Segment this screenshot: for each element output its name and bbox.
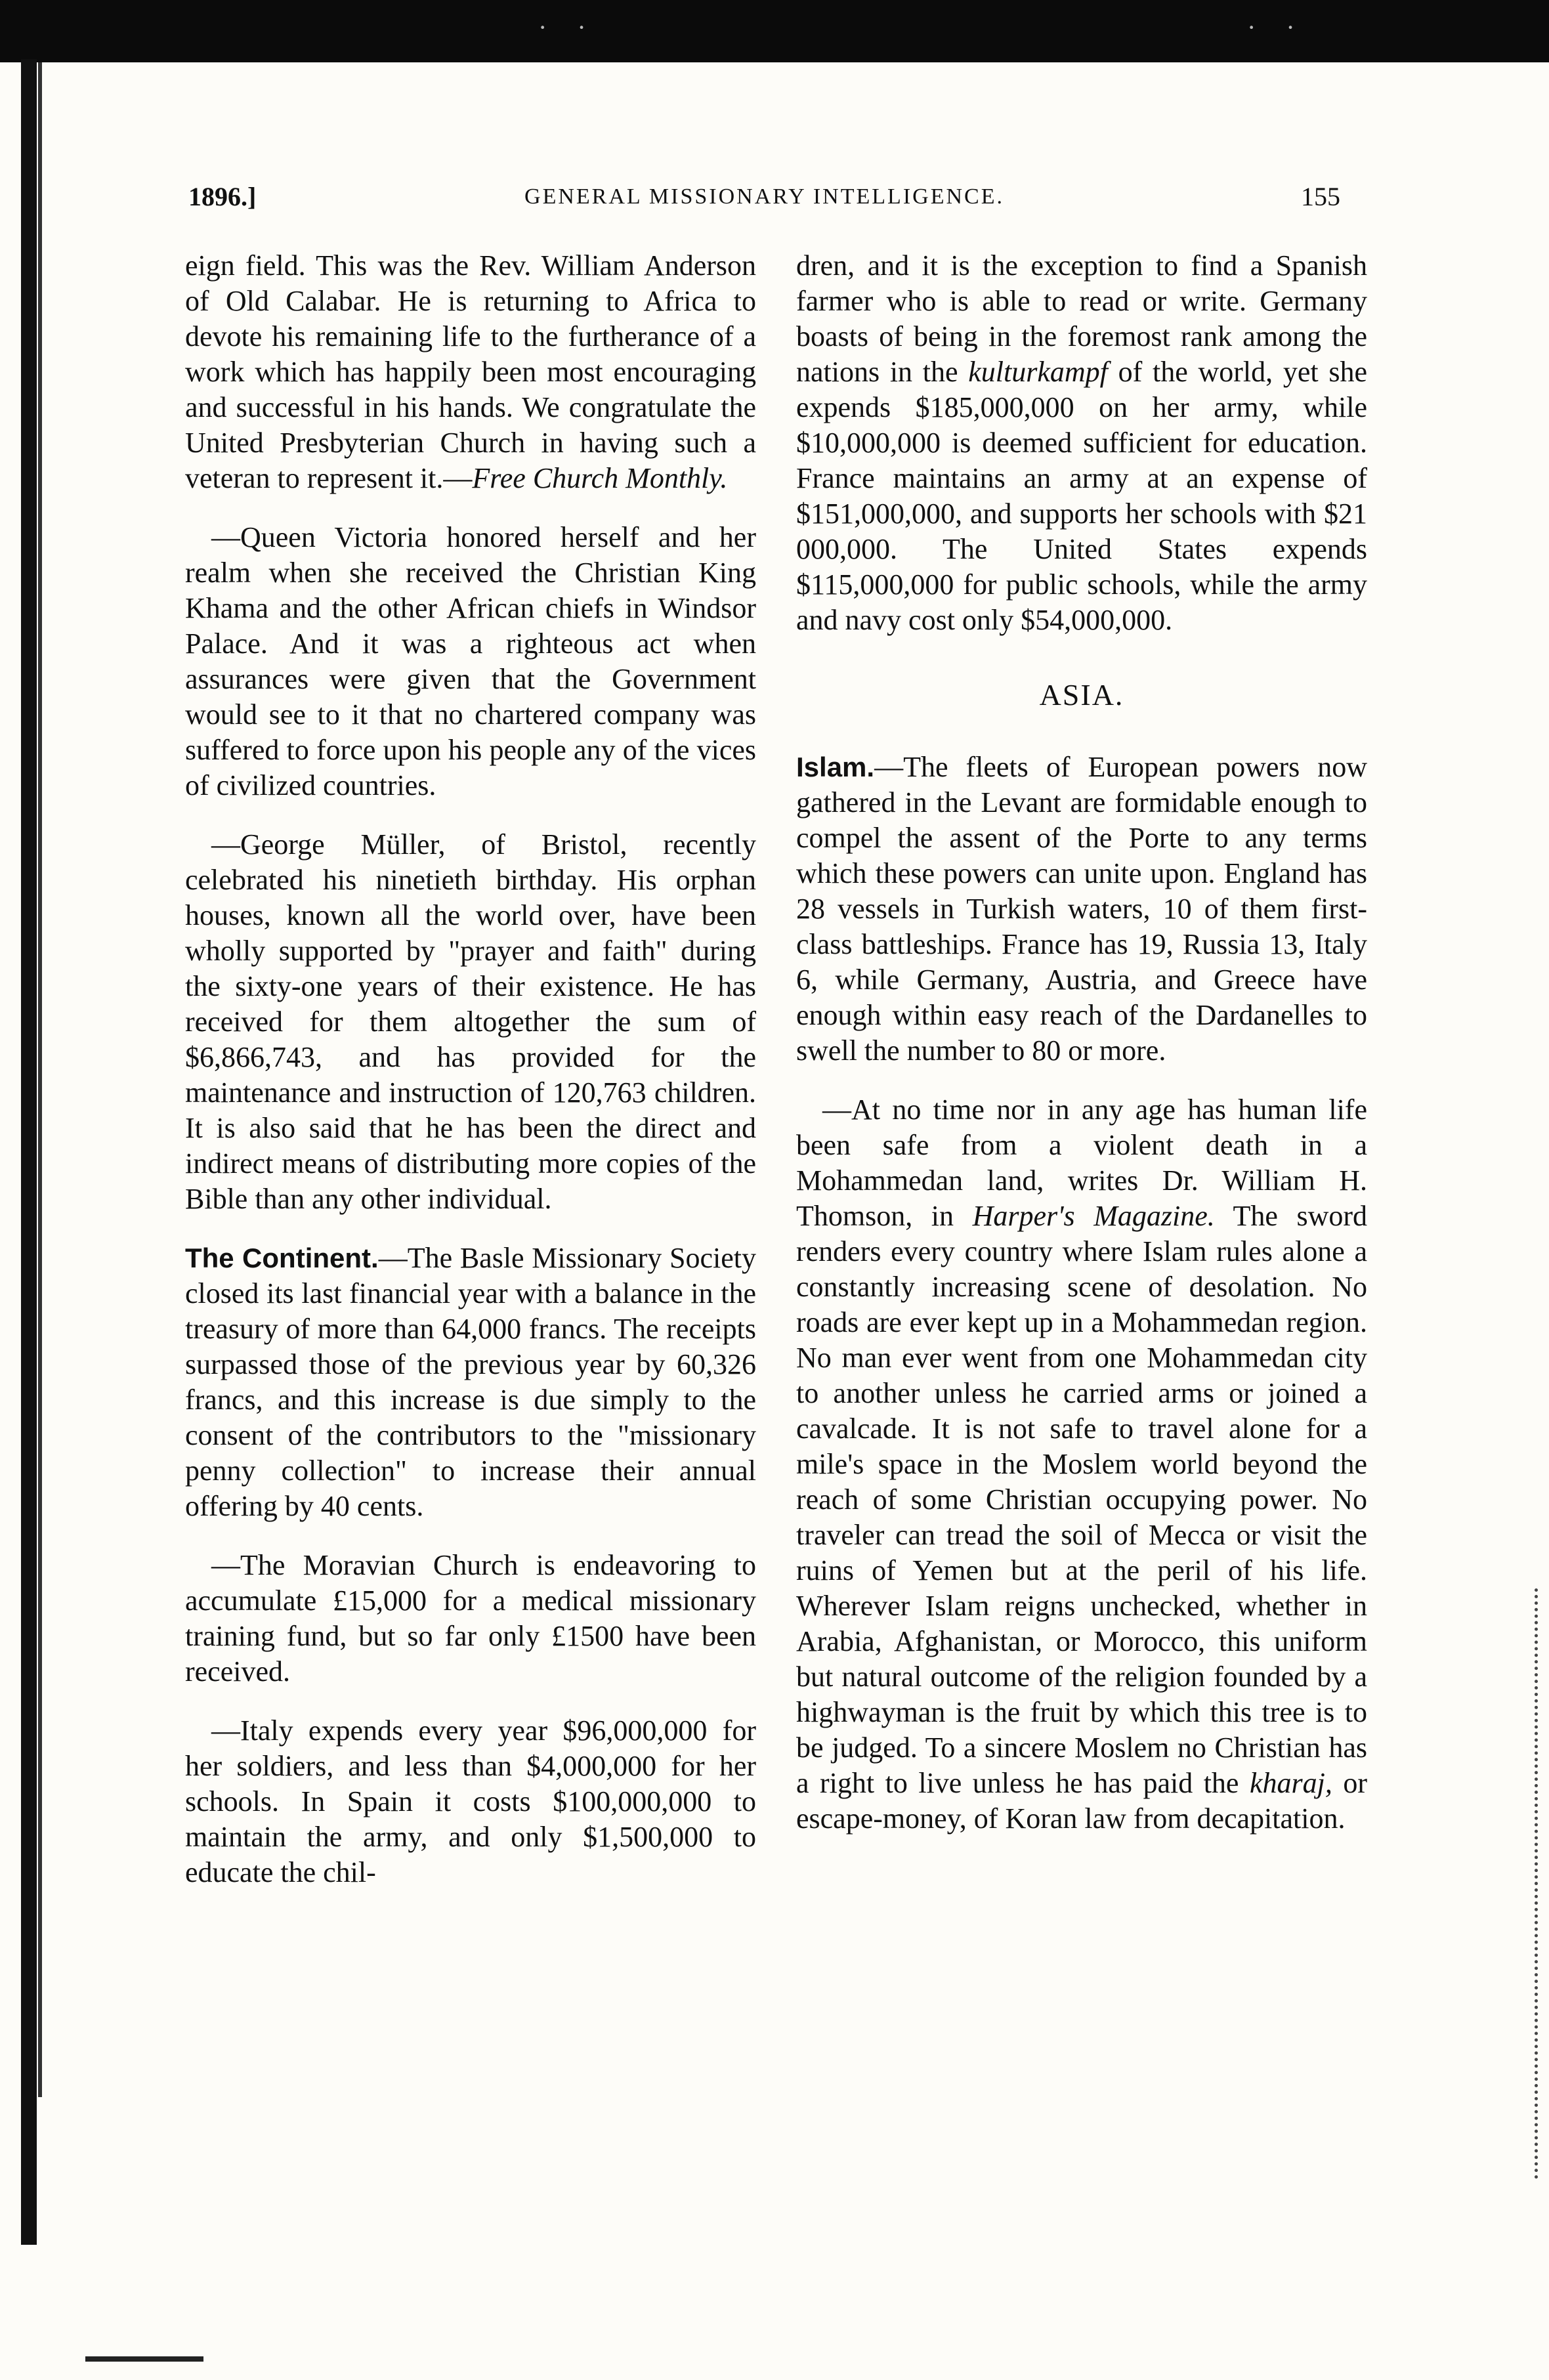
header-year: 1896.] (188, 182, 257, 211)
paragraph-queen-victoria: —Queen Victoria honored herself and her realm when she received the Christian King Khama and the other African chiefs in Windsor Palace. And it was a righteous act when assurances were given that the Government would see to it that no chartered company was suffered to force upon his people any of the vices of civilized countries. (185, 521, 756, 801)
scan-bottom-mark (85, 2356, 203, 2362)
left-column (185, 248, 756, 2217)
scan-speck: · · (538, 12, 598, 42)
citation-harpers-magazine: Harper's Magazine. (972, 1200, 1215, 1232)
paragraph-anderson: eign field. This was the Rev. William Anderson of Old Calabar. He is returning to Africa to devote his remaining life to the furtherance of a work which has happily been most encouraging and successful in his hands. We congratulate the United Presbyterian Church in having such a veteran to represent it.—Free Church Monthly. (185, 249, 756, 494)
paragraph-thomson: —At no time nor in any age has human life been safe from a violent death in a Mohammedan land, writes Dr. William H. Thomson, in Harper's Magazine. The sword renders every country where Islam rules alone a constantly increasing scene of desolation. No roads are ever kept up in a Mohammedan region. No man ever went from one Mohammedan city to another unless he carried arms or joined a cavalcade. It is not safe to travel alone for a mile's space in the Moslem world beyond the reach of some Christian occupying power. No traveler can tread the soil of Mecca or visit the ruins of Yemen but at the peril of his life. Wherever Islam reigns unchecked, whether in Arabia, Afghanistan, or Morocco, this uniform but natural outcome of the religion founded by a highwayman is the fruit by which this tree is to be judged. To a sincere Moslem no Christian has a right to live unless he has paid the kharaj, or escape-money, of Koran law from decapitation. (796, 1094, 1367, 1835)
scan-left-border (21, 59, 37, 2245)
scan-left-shadow (38, 62, 42, 2097)
paragraph-the-continent: The Continent.—The Basle Missionary Society closed its last financial year with a balance in the treasury of more than 64,000 francs. The receipts surpassed those of the previous year by 60,326 francs, and this increase is due simply to the consent of the contributors to the "missionary penny collection" to increase their annual offering by 40 cents. (185, 1242, 756, 1522)
paragraph-george-muller: —George Müller, of Bristol, recently celebrated his ninetieth birthday. His orphan houses, known all the world over, have been wholly supported by "prayer and faith" during the sixty-one years of their existence. He has received for them altogether the sum of $6,866,743, and has provided for the maintenance and instruction of 120,763 children. It is also said that he has been the direct and indirect means of distributing more copies of the Bible than any other individual. (185, 828, 756, 1215)
paragraph-germany-france: dren, and it is the exception to find a Spanish farmer who is able to read or write. Germany boasts of being in the foremost rank among the nations in the kulturkampf of the world, yet she expends $185,000,000 on her army, while $10,000,000 is deemed sufficient for education. France maintains an army at an expense of $151,000,000, and supports her schools with $21 000,000. The United States expends $115,000,000 for public schools, while the army and navy cost only $54,000,000. (796, 249, 1367, 636)
page-header (188, 174, 1340, 220)
paragraph-moravian-church: —The Moravian Church is endeavoring to accumulate £15,000 for a medical missionary training fund, but so far only £1500 have been received. (185, 1549, 756, 1688)
scan-speck: · · (1247, 12, 1307, 42)
term-kulturkampf: kulturkampf (968, 356, 1108, 388)
section-heading-asia: ASIA. (1039, 678, 1124, 712)
run-in-heading-continent: The Continent. (185, 1243, 379, 1273)
paragraph-islam: Islam.—The fleets of European powers now gathered in the Levant are formidable enough to compel the assent of the Porte to any terms which these powers can unite upon. England has 28 vessels in Turkish waters, 10 of them first-class battleships. France has 19, Russia 13, Italy 6, while Germany, Austria, and Greece have enough within easy reach of the Dardanelles to swell the number to 80 or more. (796, 751, 1367, 1067)
citation-free-church-monthly: Free Church Monthly. (472, 462, 728, 494)
scan-top-border (0, 0, 1549, 62)
scan-right-marks (1535, 1588, 1543, 2179)
term-kharaj: kharaj, (1249, 1767, 1332, 1799)
paragraph-italy-spain: —Italy expends every year $96,000,000 for her soldiers, and less than $4,000,000 for her schools. In Spain it costs $100,000,000 to maintain the army, and only $1,500,000 to educate the chil- (185, 1714, 756, 1888)
right-column (796, 248, 1367, 2217)
page-number: 155 (1301, 182, 1340, 211)
run-in-heading-islam: Islam. (796, 752, 875, 782)
running-title: GENERAL MISSIONARY INTELLIGENCE. (524, 184, 1004, 209)
